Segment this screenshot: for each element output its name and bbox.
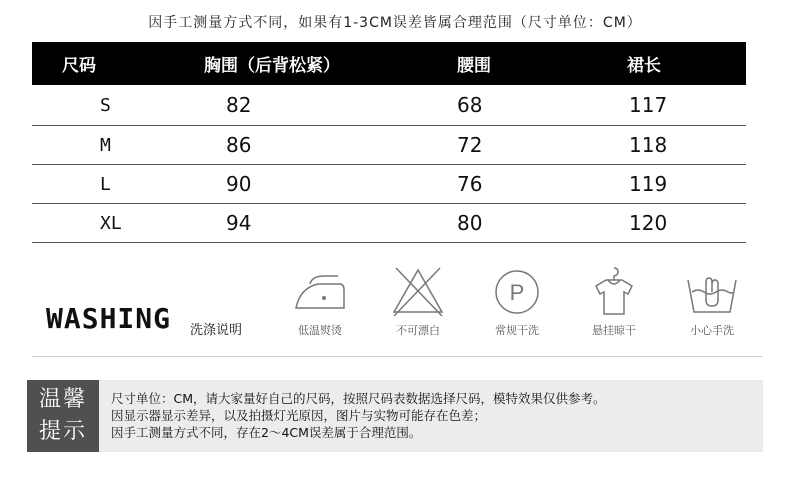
table-header-row	[32, 42, 746, 85]
hand-wash-icon	[682, 262, 742, 318]
cell-length: 119	[627, 165, 746, 204]
header-bust: 胸围（后背松紧）	[204, 56, 340, 76]
cell-waist: 76	[457, 165, 627, 204]
care-item-handwash	[672, 262, 752, 338]
table-row	[32, 165, 746, 204]
cell-bust: 94	[204, 204, 457, 243]
header-size: 尺码	[62, 56, 96, 76]
tip-badge-line1: 温馨	[38, 387, 87, 412]
measurement-note: 因手工测量方式不同，如果有1-3CM误差皆属合理范围（尺寸单位：CM）	[148, 15, 642, 31]
no-bleach-icon	[388, 262, 448, 318]
dry-clean-p-icon	[487, 262, 547, 318]
cell-size: L	[32, 165, 204, 204]
care-label: 低温熨烫	[298, 324, 342, 337]
size-chart-table	[32, 42, 746, 243]
care-instructions	[280, 262, 750, 342]
cell-length: 117	[627, 85, 746, 126]
section-divider	[32, 356, 762, 357]
washing-subtitle: 洗涤说明	[190, 323, 243, 338]
tip-line: 因显示器显示差异，以及拍摄灯光原因，图片与实物可能存在色差；	[111, 408, 487, 423]
header-length: 裙长	[627, 56, 661, 76]
hang-dry-icon	[584, 262, 644, 318]
cell-length: 118	[627, 126, 746, 165]
care-item-iron	[280, 262, 360, 338]
cell-size: M	[32, 126, 204, 165]
tip-text	[111, 390, 606, 441]
cell-size: S	[32, 85, 204, 126]
cell-bust: 86	[204, 126, 457, 165]
cell-size: XL	[32, 204, 204, 243]
table-row	[32, 85, 746, 126]
cell-waist: 80	[457, 204, 627, 243]
care-item-bleach	[378, 262, 458, 338]
svg-text:P: P	[509, 280, 525, 305]
header-waist: 腰围	[457, 56, 491, 76]
cell-waist: 68	[457, 85, 627, 126]
table-row	[32, 126, 746, 165]
tip-line: 尺寸单位：CM，请大家量好自己的尺码，按照尺码表数据选择尺码，模特效果仅供参考。	[111, 391, 606, 406]
care-label: 小心手洗	[690, 324, 734, 337]
care-label: 不可漂白	[396, 324, 440, 337]
tip-box	[27, 380, 763, 452]
cell-bust: 82	[204, 85, 457, 126]
cell-length: 120	[627, 204, 746, 243]
care-item-hang	[574, 262, 654, 338]
care-label: 悬挂晾干	[592, 324, 636, 337]
cell-waist: 72	[457, 126, 627, 165]
washing-title: WASHING	[46, 302, 172, 335]
cell-bust: 90	[204, 165, 457, 204]
tip-line: 因手工测量方式不同，存在2～4CM误差属于合理范围。	[111, 425, 422, 440]
iron-icon	[290, 262, 350, 318]
tip-badge	[27, 380, 99, 452]
care-item-dryclean	[477, 262, 557, 338]
table-row	[32, 204, 746, 243]
care-label: 常规干洗	[495, 324, 539, 337]
tip-badge-line2: 提示	[38, 419, 87, 444]
